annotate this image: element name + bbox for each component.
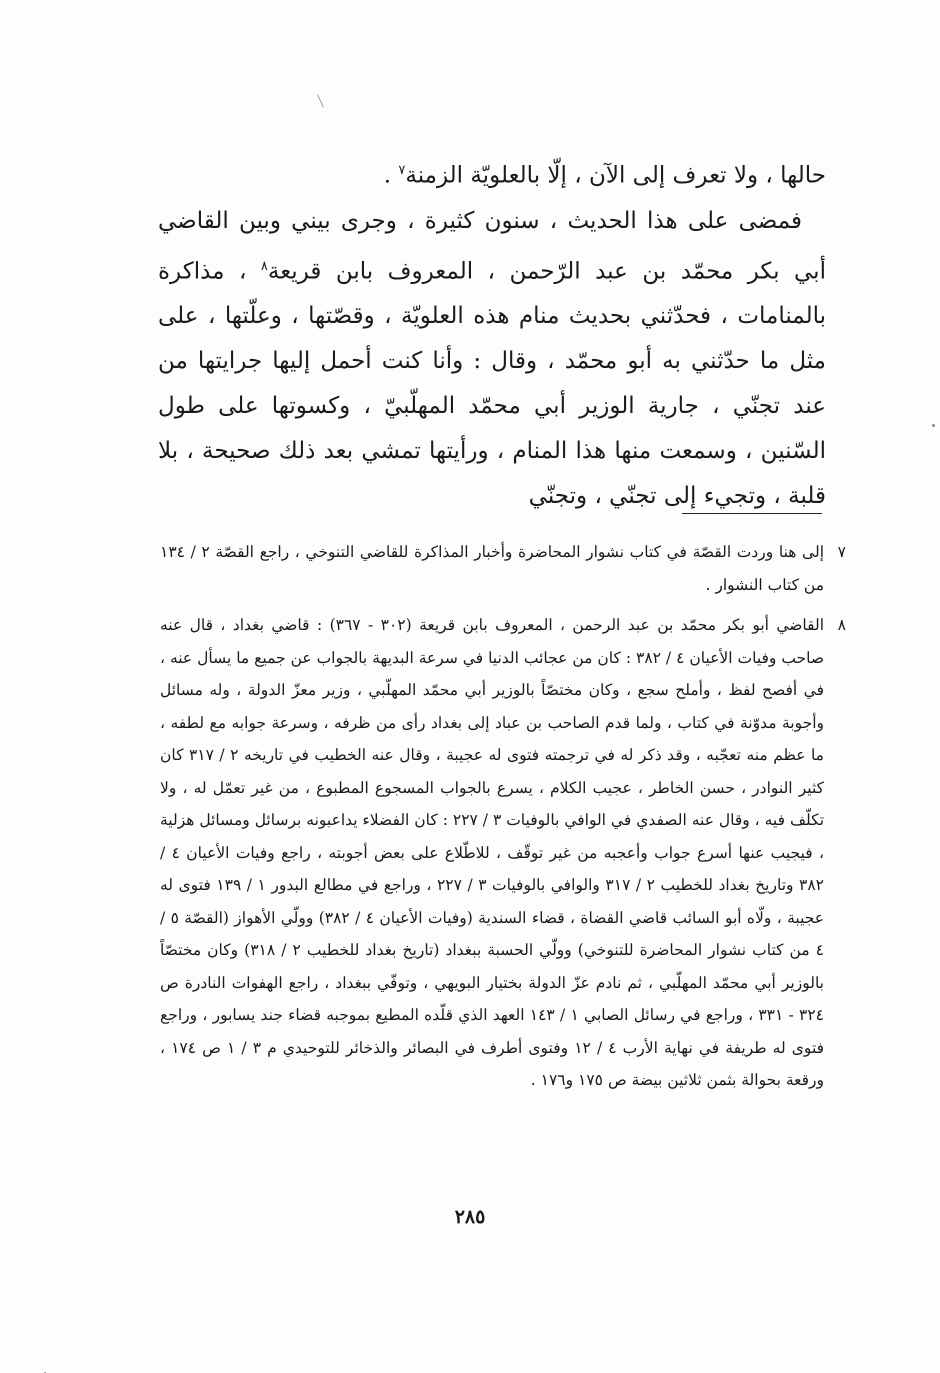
- page-number: ٢٨٥: [454, 1206, 486, 1228]
- footnote-text: القاضي أبو بكر محمّد بن عبد الرحمن ، المعروف بابن قريعة (٣٠٢ - ٣٦٧) : قاضي بغداد ، قال عنه صاحب وفيات الأعيان ٤ / ٣٨٢ : كان من عجائب الدنيا في سرعة البديهة بالجواب عن جميع ما يسأل عنه ، في أفصح لفظ ، وأملح سجع ، وكان مختصّاً بالوزير أبي محمّد المهلّبي ، وزير معزّ الدولة ، وله مسائل وأجوبة مدوّنة في كتاب ، ولما قدم الصاحب بن عباد إلى بغداد رأى من ظرفه ، وسرعة جوابه مع لطفه ، ما عظم منه تعجّبه ، وقد ذكر له في ترجمته فتوى له عجيبة ، وقال عنه الخطيب في تاريخه ٢ / ٣١٧ كان كثير النوادر ، حسن الخاطر ، عجيب الكلام ، يسرع بالجواب المسجوع المطبوع ، من غير تعمّل له ، ولا تكلّف فيه ، وقال عنه الصفدي في الوافي بالوفيات ٣ / ٢٢٧ : كان الفضلاء يداعبونه برسائل ومسائل هزلية ، فيجيب عنها أسرع جواب وأعجبه من غير توقّف ، للاطّلاع على بعض أجوبته ، راجع وفيات الأعيان ٤ / ٣٨٢ وتاريخ بغداد للخطيب ٢ / ٣١٧ والوافي بالوفيات ٣ / ٢٢٧ ، وراجع في مطالع البدور ١ / ١٣٩ فتوى له عجيبة ، ولّاه أبو السائب قاضي القضاة ، قضاء السندية (وفيات الأعيان ٤ / ٣٨٢) وولّي الأهواز (القصّة ٥ / ٤ من كتاب نشوار المحاضرة للتنوخي) وولّي الحسبة ببغداد (تاريخ بغداد للخطيب ٢ / ٣١٨) وكان مختصّاً بالوزير أبي محمّد المهلّبي ، ثم نادم عزّ الدولة بختيار البويهي ، وتوفّي ببغداد ، راجع الهفوات النادرة ص ٣٢٤ - ٣٣١ ، وراجع في رسائل الصابي ١ / ١٤٣ العهد الذي قلّده المطيع بموجبه قضاء جند يسابور ، وراجع فتوى له طريفة في نهاية الأرب ٤ / ١٢ وفتوى أطرف في البصائر والذخائر للتوحيدي م ٣ / ١ ص ١٧٤ ، ورقعة بحوالة بثمن ثلاثين بيضة ص ١٧٥ و١٧٦ .: [160, 616, 825, 1089]
- scan-speck: [932, 424, 935, 427]
- paragraph-2-text-a: فمضى على هذا الحديث ، سنون كثيرة ، وجرى بيني وبين القاضي أبي بكر محمّد بن عبد الرّحمن ، المعروف بابن قريعة: [158, 207, 826, 285]
- paragraph-1: [158, 148, 826, 199]
- footnote-7: [160, 536, 846, 601]
- scan-speck: [317, 94, 324, 107]
- paragraph-2: [158, 199, 826, 520]
- paragraph-2-text-b: ، مذاكرة بالمنامات ، فحدّثني بحديث منام هذه العلويّة ، وقصّتها ، وعلّتها ، على مثل ما حدّثني به أبو محمّد ، وقال : وأنا كنت أحمل إليها جرايتها من عند تجنّي ، جارية الوزير أبي محمّد المهلّبيّ ، وكسوتها على طول السّنين ، وسمعت منها هذا المنام ، ورأيتها تمشي بعد ذلك صحيحة ، بلا قلبة ، وتجيء إلى تجنّي ، وتجنّي: [158, 258, 826, 510]
- footnotes-section: [160, 536, 846, 1097]
- footnote-text: إلى هنا وردت القصّة في كتاب نشوار المحاضرة وأخبار المذاكرة للقاضي التنوخي ، راجع القصّة ٢ / ١٣٤ من كتاب النشوار .: [160, 543, 824, 594]
- footnote-number: ٨: [837, 616, 846, 634]
- footnote-separator: [682, 513, 822, 514]
- paragraph-1-end: .: [383, 162, 399, 189]
- main-body-text: [158, 148, 826, 519]
- footnote-ref-7: ٧: [398, 163, 406, 178]
- footnote-8: [160, 609, 846, 1097]
- footnote-ref-8: ٨: [260, 258, 268, 274]
- paragraph-1-text: حالها ، ولا تعرف إلى الآن ، إلّا بالعلويّة الزمنة: [405, 162, 826, 189]
- footnote-number: ٧: [837, 543, 846, 561]
